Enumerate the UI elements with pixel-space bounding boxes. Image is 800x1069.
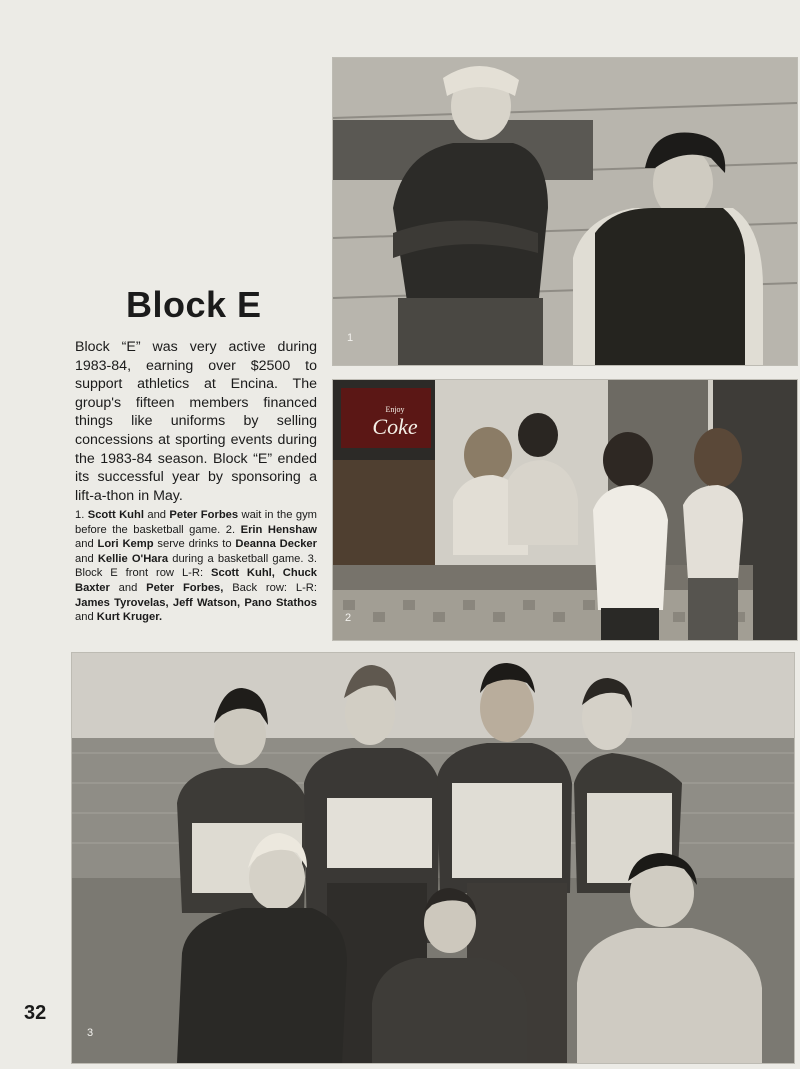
caption-text: serve drinks to (153, 538, 236, 551)
caption-text: during a basketball game. 3. Block E front row L-R: (75, 552, 317, 580)
photo-1-gym (332, 57, 798, 366)
caption-name: Peter Forbes (169, 509, 239, 521)
caption-name: Scott Kuhl (87, 509, 144, 521)
photo-3-group (71, 652, 795, 1064)
caption-name: Deanna Decker (235, 538, 317, 551)
caption-text: and (75, 611, 97, 624)
caption-text: wait in the gym before the basketball game. 2. (75, 509, 317, 536)
caption-text: Back row: L-R: (223, 581, 317, 594)
photo-3-number: 3 (87, 1027, 94, 1039)
photo-2-concession-stand (332, 379, 798, 641)
photo-2-number: 2 (345, 612, 352, 624)
coke-sign-brand: Coke (372, 413, 418, 439)
caption-text: 1. (75, 509, 88, 521)
caption-name: Erin Henshaw (240, 523, 317, 536)
caption-text: and (109, 581, 147, 594)
coke-sign (357, 394, 433, 450)
caption-name: Lori Kemp (97, 538, 154, 551)
caption-name: Kurt Kruger. (96, 611, 163, 624)
caption-text: and (75, 552, 98, 565)
caption-name: James Tyrovelas, Jeff Watson, Pano Stathos (75, 596, 317, 609)
photo-3-image (72, 653, 794, 1063)
caption-name: Kellie O'Hara (97, 552, 169, 565)
caption-name: Peter Forbes, (146, 581, 224, 594)
photo-1-image (333, 58, 797, 365)
caption-text: and (75, 538, 98, 551)
caption-name: Scott Kuhl, Chuck Baxter (75, 567, 317, 594)
caption-text: and (143, 509, 170, 521)
photo-caption (75, 508, 317, 625)
article-title: Block E (126, 284, 262, 325)
article-body: Block “E” was very active during 1983-84, earning over $2500 to support athletics at Encina. The group's fifteen members financed things like uniforms by selling concessions at sporting events during the 1983-84 season. Block “E” ended its successful year by sponsoring a lift-a-thon in May. (75, 339, 317, 504)
photo-1-number: 1 (347, 332, 354, 344)
coke-sign-tagline: Enjoy (385, 404, 405, 414)
page-number: 32 (24, 1002, 47, 1024)
